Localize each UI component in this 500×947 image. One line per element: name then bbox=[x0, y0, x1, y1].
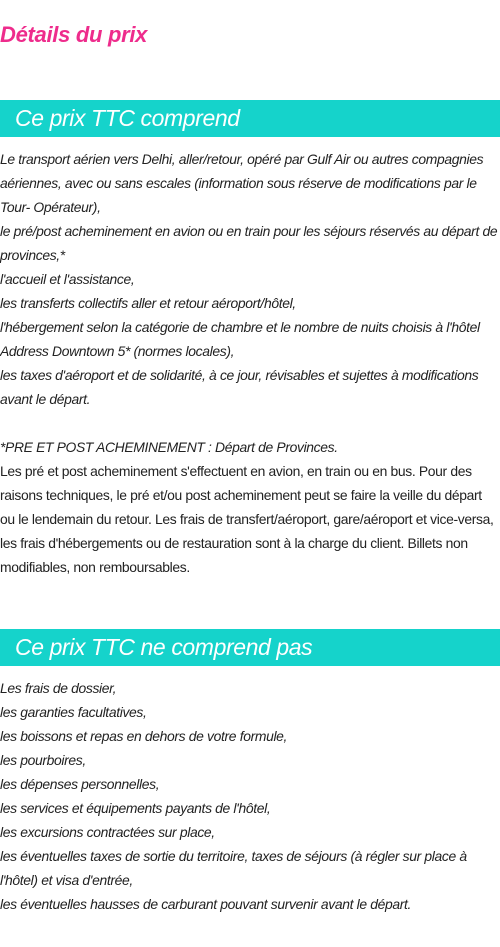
includes-item: le pré/post acheminement en avion ou en train pour les séjours réservés au départ de provinces,* bbox=[0, 223, 498, 263]
excludes-item: les éventuelles taxes de sortie du territoire, taxes de séjours (à régler sur place à l'hôtel) et visa d'entrée, bbox=[0, 848, 467, 888]
includes-list bbox=[0, 147, 500, 411]
excludes-item: les garanties facultatives, bbox=[0, 704, 147, 720]
includes-section-header bbox=[0, 100, 500, 137]
includes-item: l'hébergement selon la catégorie de chambre et le nombre de nuits choisis à l'hôtel Address Downtown 5* (normes locales), bbox=[0, 319, 480, 359]
excludes-item: les dépenses personnelles, bbox=[0, 776, 160, 792]
excludes-section-title: Ce prix TTC ne comprend pas bbox=[15, 634, 313, 660]
excludes-item: les services et équipements payants de l'hôtel, bbox=[0, 800, 271, 816]
includes-item: les taxes d'aéroport et de solidarité, à ce jour, révisables et sujettes à modifications avant le départ. bbox=[0, 367, 479, 407]
excludes-item: les pourboires, bbox=[0, 752, 86, 768]
excludes-item: Les frais de dossier, bbox=[0, 680, 117, 696]
pre-post-note bbox=[0, 435, 500, 579]
excludes-item: les excursions contractées sur place, bbox=[0, 824, 215, 840]
excludes-section-header bbox=[0, 629, 500, 666]
excludes-item: les boissons et repas en dehors de votre formule, bbox=[0, 728, 288, 744]
includes-item: Le transport aérien vers Delhi, aller/retour, opéré par Gulf Air ou autres compagnies aériennes, avec ou sans escales (information sous réserve de modifications par le Tour- Opérateur), bbox=[0, 151, 484, 215]
includes-item: les transferts collectifs aller et retour aéroport/hôtel, bbox=[0, 295, 296, 311]
includes-section-title: Ce prix TTC comprend bbox=[15, 105, 240, 131]
note-body: Les pré et post acheminement s'effectuent en avion, en train ou en bus. Pour des raisons techniques, le pré et/ou post acheminement peut se faire la veille du départ ou le lendemain du retour. Les frais de transfert/aéroport, gare/aéroport et vice-versa, les frais d'hébergements ou de restauration sont à la charge du client. Billets non modifiables, non remboursables. bbox=[0, 463, 494, 575]
note-title: *PRE ET POST ACHEMINEMENT : Départ de Provinces. bbox=[0, 439, 338, 455]
excludes-list bbox=[0, 676, 500, 916]
page-title: Détails du prix bbox=[0, 22, 148, 47]
excludes-item: les éventuelles hausses de carburant pouvant survenir avant le départ. bbox=[0, 896, 412, 912]
includes-item: l'accueil et l'assistance, bbox=[0, 271, 135, 287]
